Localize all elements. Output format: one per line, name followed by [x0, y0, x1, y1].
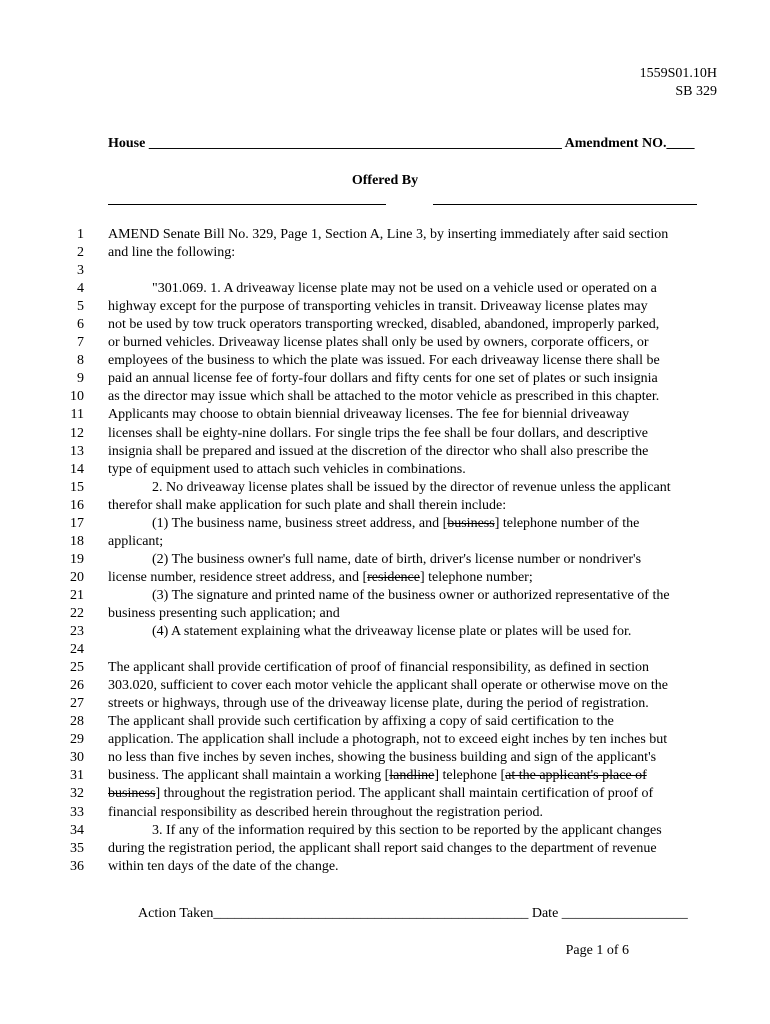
text-run: type of equipment used to attach such vehicles in combinations.: [108, 461, 466, 477]
line-number: 28: [70, 714, 84, 730]
line-number: 32: [70, 786, 84, 802]
line-text: [108, 731, 667, 749]
text-run: (2) The business owner's full name, date of birth, driver's license number or nondriver's: [152, 551, 642, 567]
text-run: streets or highways, through use of the driveaway license plate, during the period of registration.: [108, 696, 649, 712]
text-run: The applicant shall provide certification of proof of financial responsibility, as defined in section: [108, 660, 650, 676]
line-number: 4: [77, 281, 84, 297]
line-number: 9: [77, 371, 84, 387]
line-text: [108, 388, 659, 406]
text-run: ] telephone [: [434, 768, 506, 784]
line-number: 6: [77, 317, 84, 333]
text-run: ] telephone number;: [419, 569, 533, 585]
line-text: [152, 623, 631, 641]
line-number: 25: [70, 660, 84, 676]
line-text: [108, 533, 163, 551]
text-run: licenses shall be eighty-nine dollars. For single trips the fee shall be four dollars, and descriptive: [108, 425, 649, 441]
line-text: [108, 858, 339, 876]
text-run: and line the following:: [108, 245, 236, 261]
line-text: [108, 840, 657, 858]
text-run: business. The applicant shall maintain a working [: [108, 768, 390, 784]
line-number: 8: [77, 353, 84, 369]
line-text: [108, 406, 629, 424]
text-run: application. The application shall include a photograph, not to exceed eight inches by ten inches but: [108, 732, 668, 748]
line-text: [152, 822, 662, 840]
line-number: 27: [70, 696, 84, 712]
line-text: [108, 713, 614, 731]
line-number: 36: [70, 858, 84, 874]
offered-by-heading: Offered By: [351, 173, 419, 188]
line-number: 11: [70, 407, 84, 423]
signature-line-left: [108, 204, 386, 205]
date-label: Date: [531, 906, 559, 921]
text-run: as the director may issue which shall be attached to the motor vehicle as prescribed in this chapter.: [108, 389, 660, 405]
text-run: license number, residence street address, and [: [108, 569, 368, 585]
line-text: [108, 569, 533, 587]
line-number: 17: [70, 515, 84, 531]
line-number: 5: [77, 299, 84, 315]
struck-text: landline: [389, 768, 435, 784]
line-number: 14: [70, 461, 84, 477]
action-taken-label: Action Taken: [138, 906, 214, 921]
line-text: [108, 785, 653, 803]
text-run: no less than five inches by seven inches, showing the business building and sign of the applicant's: [108, 750, 657, 766]
line-number: 12: [70, 425, 84, 441]
text-run: within ten days of the date of the change.: [108, 858, 339, 874]
text-run: applicant;: [108, 533, 164, 549]
line-number: 1: [77, 227, 84, 242]
line-text: [108, 334, 649, 352]
line-number: 35: [70, 840, 84, 856]
line-text: [108, 497, 506, 515]
text-run: (1) The business name, business street address, and [: [152, 515, 448, 531]
text-run: not be used by tow truck operators transporting wrecked, disabled, abandoned, improperly parked,: [108, 317, 660, 333]
action-taken-blank: _____________________________________________: [213, 906, 529, 921]
line-number: 33: [70, 804, 84, 820]
text-run: therefor shall make application for such plate and shall therein include:: [108, 497, 507, 513]
text-run: insignia shall be prepared and issued at the discretion of the director who shall also prescribe the: [108, 443, 649, 459]
line-number: 20: [70, 569, 84, 585]
line-text: [108, 659, 649, 677]
line-text: [108, 749, 656, 767]
line-text: [108, 605, 340, 623]
text-run: (4) A statement explaining what the driveaway license plate or plates will be used for.: [152, 624, 632, 640]
action-taken-line: [138, 906, 688, 922]
line-text: [152, 551, 641, 569]
line-text: [108, 316, 659, 334]
page-number: Page 1 of 6: [565, 943, 629, 958]
line-text: [108, 226, 668, 244]
line-number: 16: [70, 497, 84, 513]
line-number: 31: [70, 768, 84, 784]
line-number: 2: [77, 245, 84, 261]
line-text: [108, 767, 647, 785]
line-number: 34: [70, 822, 84, 838]
line-number: 18: [70, 533, 84, 549]
text-run: (3) The signature and printed name of the business owner or authorized representative of the: [152, 587, 670, 603]
line-number: 29: [70, 732, 84, 748]
line-text: [108, 298, 648, 316]
amendment-number-label: Amendment NO.____: [564, 136, 695, 151]
text-run: 2. No driveaway license plates shall be issued by the director of revenue unless the applicant: [152, 479, 671, 495]
struck-text: business: [108, 786, 156, 802]
house-label: House: [108, 136, 146, 151]
text-run: or burned vehicles. Driveaway license plates shall only be used by owners, corporate officers, or: [108, 335, 649, 351]
line-number: 10: [70, 389, 84, 405]
line-number: 3: [77, 263, 84, 279]
line-number: 13: [70, 443, 84, 459]
line-text: [152, 479, 671, 497]
line-text: [152, 515, 639, 533]
line-number: 24: [70, 642, 84, 658]
text-run: paid an annual license fee of forty-four dollars and fifty cents for one set of plates or such insignia: [108, 371, 658, 387]
line-text: [108, 352, 660, 370]
line-text: [108, 425, 648, 443]
line-text: [152, 280, 657, 298]
text-run: 303.020, sufficient to cover each motor vehicle the applicant shall operate or otherwise move on the: [108, 678, 668, 694]
line-text: [108, 244, 235, 262]
text-run: employees of the business to which the plate was issued. For each driveaway license there shall be: [108, 353, 660, 369]
struck-text: at the applicant's place of: [505, 768, 647, 784]
line-number: 23: [70, 624, 84, 640]
line-number: 19: [70, 551, 84, 567]
line-text: [108, 804, 543, 822]
text-run: "301.069. 1. A driveaway license plate may not be used on a vehicle used or operated on a: [152, 281, 657, 297]
text-run: Applicants may choose to obtain biennial driveaway licenses. The fee for biennial driveaway: [108, 407, 630, 423]
text-run: during the registration period, the applicant shall report said changes to the department of revenue: [108, 840, 657, 856]
line-text: [108, 443, 648, 461]
house-blank: ___________________________________________________________: [148, 136, 562, 151]
text-run: ] telephone number of the: [494, 515, 640, 531]
text-run: financial responsibility as described herein throughout the registration period.: [108, 804, 544, 820]
line-number: 21: [70, 587, 84, 603]
house-amendment-line: [108, 136, 694, 152]
line-number: 30: [70, 750, 84, 766]
date-blank: __________________: [561, 906, 688, 921]
text-run: highway except for the purpose of transporting vehicles in transit. Driveaway license plates may: [108, 299, 648, 315]
signature-line-right: [433, 204, 697, 205]
line-number: 22: [70, 605, 84, 621]
text-run: The applicant shall provide such certification by affixing a copy of said certification to the: [108, 714, 614, 730]
text-run: 3. If any of the information required by this section to be reported by the applicant changes: [152, 822, 662, 838]
line-number: 7: [77, 335, 84, 351]
line-text: [108, 695, 649, 713]
line-number: 15: [70, 479, 84, 495]
struck-text: residence: [367, 569, 420, 585]
line-text: [108, 677, 668, 695]
text-run: AMEND Senate Bill No. 329, Page 1, Section A, Line 3, by inserting immediately after said section: [108, 227, 669, 242]
line-text: [152, 587, 670, 605]
text-run: ] throughout the registration period. The applicant shall maintain certification of proof of: [155, 786, 654, 802]
document-id: 1559S01.10H: [639, 66, 717, 81]
line-text: [108, 370, 658, 388]
line-number: 26: [70, 678, 84, 694]
line-text: [108, 461, 466, 479]
struck-text: business: [447, 515, 495, 531]
text-run: business presenting such application; and: [108, 605, 340, 621]
bill-number: SB 329: [675, 84, 717, 99]
